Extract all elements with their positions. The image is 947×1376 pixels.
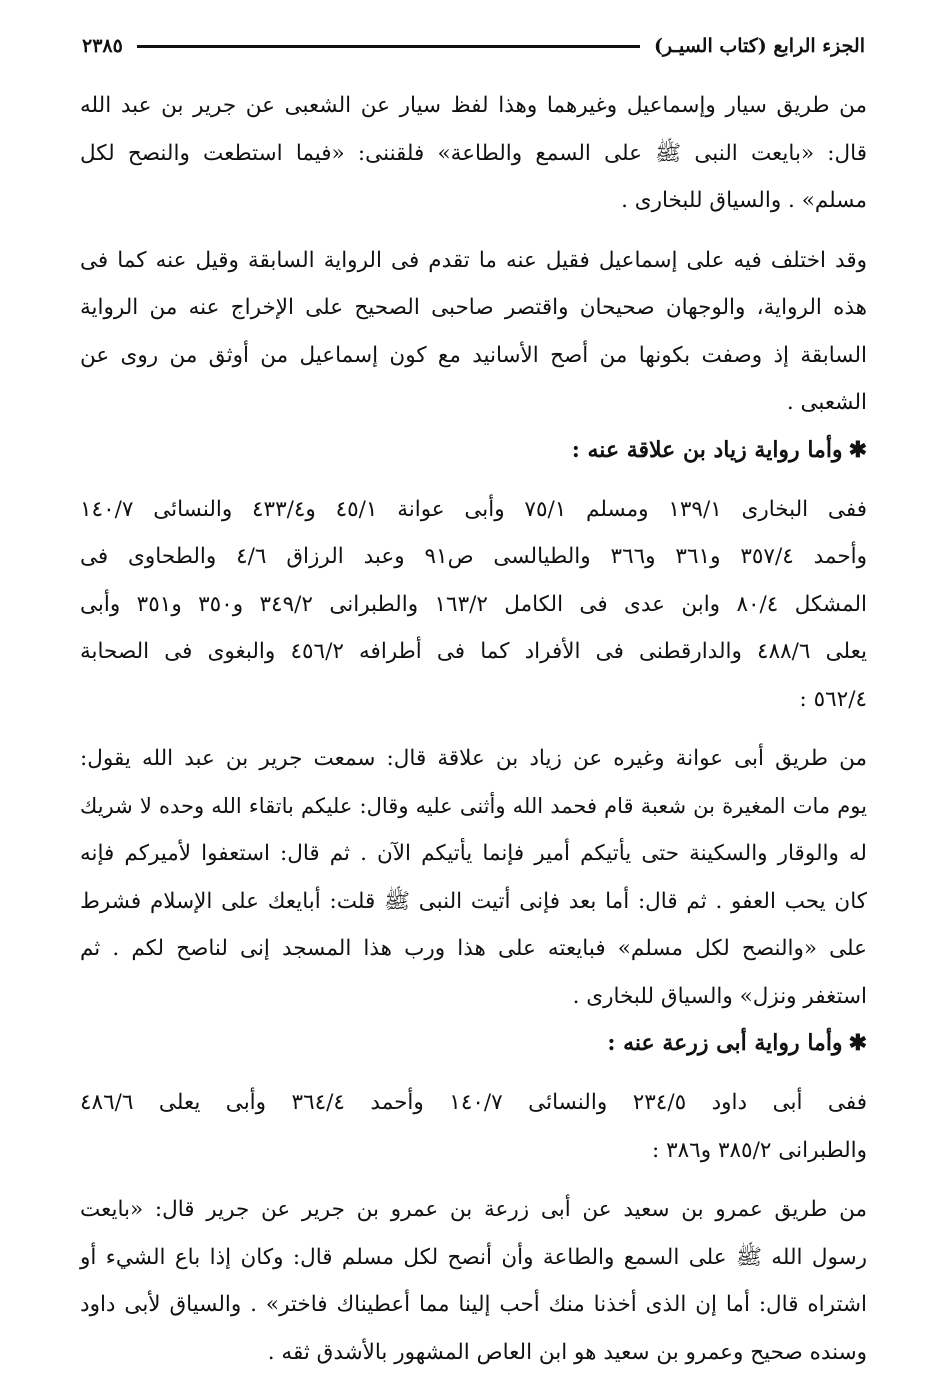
page-body [80, 82, 867, 1376]
text-line: مسلم» . والسياق للبخارى . [80, 177, 867, 225]
running-header [82, 28, 865, 64]
header-rule [137, 45, 640, 48]
paragraph-1 [80, 82, 867, 225]
heading-text: وأما رواية زياد بن علاقة عنه : [572, 437, 843, 463]
text-line: المشكل ٨٠/٤ وابن عدى فى الكامل ١٦٣/٢ والطبرانى ٣٤٩/٢ و٣٥٠ و٣٥١ وأبى [80, 581, 867, 629]
text-line: من طريق أبى عوانة وغيره عن زياد بن علاقة قال: سمعت جرير بن عبد الله يقول: [80, 735, 867, 783]
paragraph-5 [80, 1079, 867, 1174]
text-line: استغفر ونزل» والسياق للبخارى . [80, 973, 867, 1021]
spacer [80, 1067, 867, 1079]
section-heading-2 [80, 1020, 867, 1067]
text-line: اشتراه قال: أما إن الذى أخذنا منك أحب إلينا مما أعطيناك فاختر» . والسياق لأبى داود [80, 1281, 867, 1329]
text-line: على «والنصح لكل مسلم» فبايعته على هذا ورب هذا المسجد إنى لناصح لكم . ثم [80, 925, 867, 973]
page-number: ٢٣٨٥ [82, 35, 123, 57]
text-line: ففى البخارى ١٣٩/١ ومسلم ٧٥/١ وأبى عوانة ٤٥/١ و٤٣٣/٤ والنسائى ١٤٠/٧ [80, 486, 867, 534]
spacer [80, 723, 867, 735]
text-line: ففى أبى داود ٢٣٤/٥ والنسائى ١٤٠/٧ وأحمد ٣٦٤/٤ وأبى يعلى ٤٨٦/٦ [80, 1079, 867, 1127]
heading-text: وأما رواية أبى زرعة عنه : [607, 1030, 842, 1056]
paragraph-3 [80, 486, 867, 724]
text-line: كان يحب العفو . ثم قال: أما بعد فإنى أتيت النبى ﷺ قلت: أبايعك على الإسلام فشرط [80, 878, 867, 926]
text-line: يعلى ٤٨٨/٦ والدارقطنى فى الأفراد كما فى أطرافه ٤٥٦/٢ والبغوى فى الصحابة [80, 628, 867, 676]
text-line: ٥٦٢/٤ : [80, 676, 867, 724]
text-line: السابقة إذ وصفت بكونها من أصح الأسانيد مع كون إسماعيل من أوثق من روى عن [80, 332, 867, 380]
paragraph-4 [80, 735, 867, 1020]
text-line: له والوقار والسكينة حتى يأتيكم أمير فإنما يأتيكم الآن . ثم قال: استعفوا لأميركم فإنه [80, 830, 867, 878]
text-line: الشعبى . [80, 379, 867, 427]
text-line: يوم مات المغيرة بن شعبة قام فحمد الله وأثنى عليه وقال: عليكم باتقاء الله وحده لا شريك [80, 783, 867, 831]
text-line: قال: «بايعت النبى ﷺ على السمع والطاعة» فلقننى: «فيما استطعت والنصح لكل [80, 130, 867, 178]
text-line: وقد اختلف فيه على إسماعيل فقيل عنه ما تقدم فى الرواية السابقة وقيل عنه كما فى [80, 237, 867, 285]
text-line: من طريق عمرو بن سعيد عن أبى زرعة بن عمرو بن جرير عن جرير قال: «بايعت [80, 1186, 867, 1234]
header-title: الجزء الرابع (كتاب السيـر) [654, 35, 865, 57]
paragraph-2 [80, 237, 867, 427]
section-heading-1 [80, 427, 867, 474]
asterisk-bullet-icon: ✱ [849, 427, 867, 474]
asterisk-bullet-icon: ✱ [849, 1020, 867, 1067]
text-line: هذه الرواية، والوجهان صحيحان واقتصر صاحبى الصحيح على الإخراج عنه من الرواية [80, 284, 867, 332]
paragraph-6 [80, 1186, 867, 1376]
text-line: وسنده صحيح وعمرو بن سعيد هو ابن العاص المشهور بالأشدق ثقه . [80, 1329, 867, 1376]
text-line: رسول الله ﷺ على السمع والطاعة وأن أنصح لكل مسلم قال: وكان إذا باع الشيء أو [80, 1234, 867, 1282]
text-line: والطبرانى ٣٨٥/٢ و٣٨٦ : [80, 1127, 867, 1175]
spacer [80, 225, 867, 237]
spacer [80, 474, 867, 486]
spacer [80, 1174, 867, 1186]
text-line: من طريق سيار وإسماعيل وغيرهما وهذا لفظ سيار عن الشعبى عن جرير بن عبد الله [80, 82, 867, 130]
text-line: وأحمد ٣٥٧/٤ و٣٦١ و٣٦٦ والطيالسى ص٩١ وعبد الرزاق ٤/٦ والطحاوى فى [80, 533, 867, 581]
